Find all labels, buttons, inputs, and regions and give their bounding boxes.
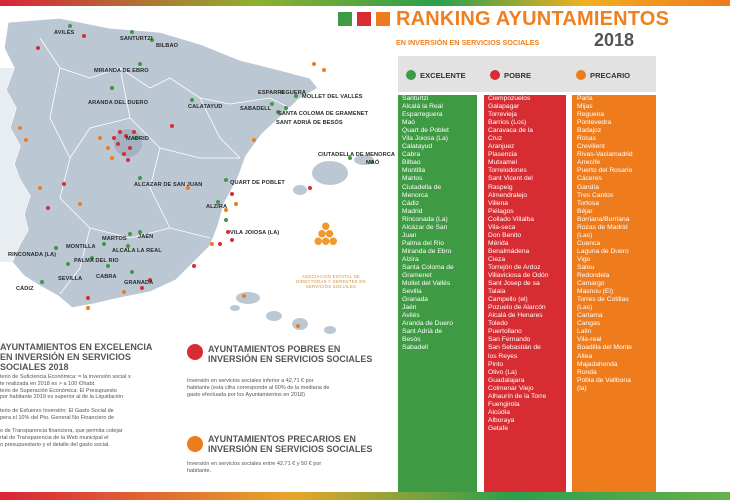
pobre-list-item: Toledo [488,320,508,328]
excelente-list-item: Mollet del Vallés [402,280,451,288]
precario-list [572,95,656,495]
city-label-quart: QUART DE POBLET [230,180,285,186]
city-label-madrid: MADRID [126,136,149,142]
pobre-list-item: Mutxamel [488,159,517,167]
precario-list-item: Crevillent [577,143,605,151]
city-label-rinconada: RINCONADA (LA) [8,252,57,258]
pobre-list-item: Torrelodones [488,167,527,175]
precario-list-item: Cáceres [577,175,602,183]
precario-list-item: Laguna de Duero [577,247,629,255]
page-title: RANKING AYUNTAMIENTOS [396,8,670,30]
pobre-list-item: Sant Vicent del [488,175,533,183]
city-label-santadria: SANT ADRIÀ DE BESÓS [276,120,343,126]
precario-list-item: Torres de Cotillas [577,296,629,304]
pobre-list-item: Alboraya [488,416,515,424]
city-label-vilajoiosa: VILA JOIOSA (LA) [230,230,280,236]
pobres-text: Inversión en servicios sociales inferior a 42,71 € por habitante (esta cifra corresponde al 60% de la mediana de gasto efectuada por los Ayuntamientos en 2018) [187,378,330,398]
precarios-text: Inversión en servicios sociales entre 42,71 € y 50 € por habitante. [187,461,322,474]
pobre-list-item: Sant Josep de sa [488,280,540,288]
precario-list-item: Reguena [577,111,605,119]
pobre-list-item: Aranjuez [488,143,515,151]
precario-list-item: (Las) [577,304,593,312]
city-label-granada: GRANADA [124,280,154,286]
header-green-square [338,12,352,26]
excelente-list-item: Alcázar de San [402,223,448,231]
pobre-label: POBRE [504,71,532,80]
precario-list-item: Salou [577,263,595,271]
pobre-list-item: Caravaca de la [488,127,533,135]
pobre-list-item: Cruz [488,135,503,143]
precario-list-item: (Las) [577,231,593,239]
excelente-list-item: Martos [402,175,423,183]
precario-list-item: Cangas [577,320,601,328]
pobre-list-item: San Fernando [488,336,531,344]
pobre-list-item: Torrejón de Ardoz [488,263,541,271]
precario-list-item: (la) [577,384,587,392]
precarios-section [208,434,398,454]
excelente-list-item: Esparreguera [402,111,443,119]
excelente-list-item: Bilbao [402,159,421,167]
precario-list-item: Pontevedra [577,119,612,127]
precarios-title: AYUNTAMIENTOS PRECARIOS EN INVERSIÓN EN SERVICIOS SOCIALES [208,434,373,454]
pobre-list-item: Vila-seca [488,223,516,231]
city-label-mollet: MOLLET DEL VALLÉS [302,94,363,100]
excelente-list [398,95,477,495]
pobre-list-item: Alhaurín de la Torre [488,392,547,400]
precario-list-item: Redondela [577,272,610,280]
pobre-list-item: Benalmádena [488,247,530,255]
excelente-list-item: Ciutadella de [402,183,442,191]
excelente-list-item: Besòs [402,336,421,344]
excelente-label: EXCELENTE [420,71,466,80]
precario-dot-icon [576,70,586,80]
excelente-list-item: Calatayud [402,143,433,151]
precario-list-item: Arrecife [577,159,601,167]
pobre-list-item: Raspeig [488,183,513,191]
precario-list-item: Ronda [577,368,597,376]
pobre-list-item: Torrevieja [488,111,517,119]
excelente-list-item: Montilla [402,167,426,175]
pobres-section [208,344,398,364]
excelente-list-item: Quart de Poblet [402,127,449,135]
city-label-esparreguera: ESPARREGUERA [258,90,307,96]
pobre-list-item: Mérida [488,239,509,247]
city-label-santurtzi: SANTURTZI [120,36,153,42]
ibiza-island [293,185,307,195]
pobre-list-item: Olivo (La) [488,368,517,376]
city-label-bilbao: BILBAO [156,43,179,49]
pobre-list-item: Villena [488,199,508,207]
pobre-list-item: Puertollano [488,328,522,336]
city-label-sevilla: SEVILLA [58,276,83,282]
precario-list-item: Vila-real [577,336,602,344]
excelente-list-item: Sabadell [402,344,429,352]
city-label-martos: MARTOS [102,236,127,242]
city-label-santacoloma: SANTA COLOMA DE GRAMENET [278,111,369,117]
precario-list-item: Altea [577,352,593,360]
precario-label: PRECARIO [590,71,631,80]
city-label-alcazar: ALCAZAR DE SAN JUAN [134,182,203,188]
pobre-list-item: San Sebastián de [488,344,541,352]
header-red-square [357,12,371,26]
pobre-list-item: Fuengirola [488,400,520,408]
excelente-list-item: Juan [402,231,417,239]
pobres-dot-icon [187,344,203,360]
pobre-list-item: Plasencia [488,151,517,159]
pobres-title: AYUNTAMIENTOS POBRES EN INVERSIÓN EN SERVICIOS SOCIALES [208,344,373,364]
header-orange-square [376,12,390,26]
mallorca-island [312,161,348,185]
top-color-bar [0,0,730,6]
excelente-list-item: Avilés [402,312,420,320]
city-label-cadiz: CÁDIZ [16,286,34,292]
city-label-calatayud: CALATAYUD [188,104,223,110]
pobre-list-item: Pinto [488,360,504,368]
bottom-color-bar [0,492,730,500]
excelente-list-item: Cádiz [402,199,420,207]
pobre-list-item: Alcúdia [488,408,510,416]
pobre-list-item: Cieza [488,255,506,263]
precario-list-item: Puerto del Rosario [577,167,633,175]
pobre-list-item: Colmenar Viejo [488,384,534,392]
pobre-list-item: los Reyes [488,352,518,360]
pobre-list-item: Ciempozuelos [488,95,531,102]
city-label-cabra: CABRA [96,274,117,280]
excelente-list-item: Santurtzi [402,95,429,102]
precario-list-item: Béjar [577,207,593,215]
page-year: 2018 [594,30,635,50]
city-label-alcalareal: ALCALA LA REAL [112,248,162,254]
city-label-miranda: MIRANDA DE EBRO [94,68,149,74]
city-label-aranda: ARANDA DEL DUERO [88,100,149,106]
excelente-list-item: Madrid [402,207,423,215]
association-logo-text: ASOCIACION ESTATAL DE DIRECTORAS Y GERENTES EN SERVICIOS SOCIALES [296,274,366,289]
excelente-list-item: Rinconada (La) [402,215,448,223]
precario-list-item: Tres Cantos [577,191,614,199]
precario-list-item: Majadahonda [577,360,618,368]
city-label-ciutadella: CIUTADELLA DE MENORCA [318,152,395,158]
precario-list-item: Vigo [577,255,591,263]
pobre-list-item: Talaia [488,288,506,296]
precario-list-item: Gandía [577,183,599,191]
excelente-list-item: Palma del Río [402,239,445,247]
pobre-list [484,95,566,495]
excelencia-title: AYUNTAMIENTOS EN EXCELENCIA EN INVERSIÓN EN SERVICIOS SOCIALES 2018 [0,342,153,372]
excelente-list-item: Menorca [402,191,429,199]
pobre-list-item: Piélagos [488,207,514,215]
pobre-list-item: Barrios (Los) [488,119,527,127]
precarios-dot-icon [187,436,203,452]
city-label-alzira: ALZIRA [206,204,228,210]
precario-list-item: Camargo [577,280,605,288]
excelente-list-item: Aranda de Duero [402,320,453,328]
city-label-aviles: AVILÉS [54,30,75,36]
precario-list-item: Badajoz [577,127,602,135]
excelente-list-item: Vila Joiosa (La) [402,135,448,143]
excelente-dot-icon [406,70,416,80]
excelente-list-item: Alcalá la Real [402,103,443,111]
excelente-list-item: Cabra [402,151,421,159]
precario-list-item: Tortosa [577,199,599,207]
precario-list-item: Cuenca [577,239,601,247]
pobre-dot-icon [490,70,500,80]
excelente-list-item: Sant Adrià de [402,328,443,336]
excelente-list-item: Santa Coloma de [402,263,454,271]
precario-list-item: Pobla de Vallbona [577,376,631,384]
pobre-list-item: Collado Villalba [488,215,534,223]
city-label-palma: PALMA DEL RIO [74,258,119,264]
precario-list-item: Parla [577,95,593,102]
spain-map [0,8,395,338]
page-subtitle: EN INVERSIÓN EN SERVICIOS SOCIALES [396,38,540,47]
precario-list-item: Rivas-Vaciamadrid [577,151,633,159]
excelente-list-item: Gramenet [402,272,432,280]
pobre-list-item: Alcalá de Henares [488,312,543,320]
precario-list-item: Boadilla del Monte [577,344,633,352]
precario-list-item: Rosas [577,135,596,143]
precario-list-item: Lalín [577,328,592,336]
excelencia-section [0,342,180,449]
pobre-list-item: Campello (el) [488,296,528,304]
pobre-list-item: Guadalajara [488,376,525,384]
association-logo [302,220,362,270]
precario-list-item: Cartama [577,312,603,320]
excelente-list-item: Sevilla [402,288,422,296]
excelente-list-item: Miranda de Ebro [402,247,452,255]
pobre-list-item: Pozuelo de Alarcón [488,304,546,312]
column-header-bar [398,56,656,92]
city-label-sabadell: SABADELL [240,106,272,112]
excelente-list-item: Alzira [402,255,419,263]
precario-list-item: Borriana/Burriana [577,215,630,223]
excelente-list-item: Granada [402,296,429,304]
pobre-list-item: Don Benito [488,231,522,239]
excelente-list-item: Jaén [402,304,417,312]
precario-list-item: Mijas [577,103,593,111]
excelencia-text: terio de Suficiencia Económica: = la inversión social x te realizada en 2018 es > a 100 €/habt. terio de Superación Económica: El Presupuesto por habitante 2019 es superior al de la Liquidación terio de Esfuerzo Inversión: El Gasto Social de pera el 10% del Pto. General No Financiero de o de Transparencia financiera, que permita cotejar rtal de Transparencia de la Web municipal el o presupuestario y el detalle del gasto social. [0,374,131,448]
excelente-list-item: Maó [402,119,416,127]
pobre-list-item: Villaviciosa de Odón [488,272,549,280]
pobre-list-item: Galapagar [488,103,520,111]
precario-list-item: Masnou (El) [577,288,614,296]
pobre-list-item: Almendralejo [488,191,528,199]
pobre-list-item: Getafe [488,424,509,432]
precario-list-item: Rozas de Madrid [577,223,628,231]
city-label-montilla: MONTILLA [66,244,96,250]
city-label-jaen: JAÉN [138,234,154,240]
city-label-mao: MAÓ [366,160,380,166]
